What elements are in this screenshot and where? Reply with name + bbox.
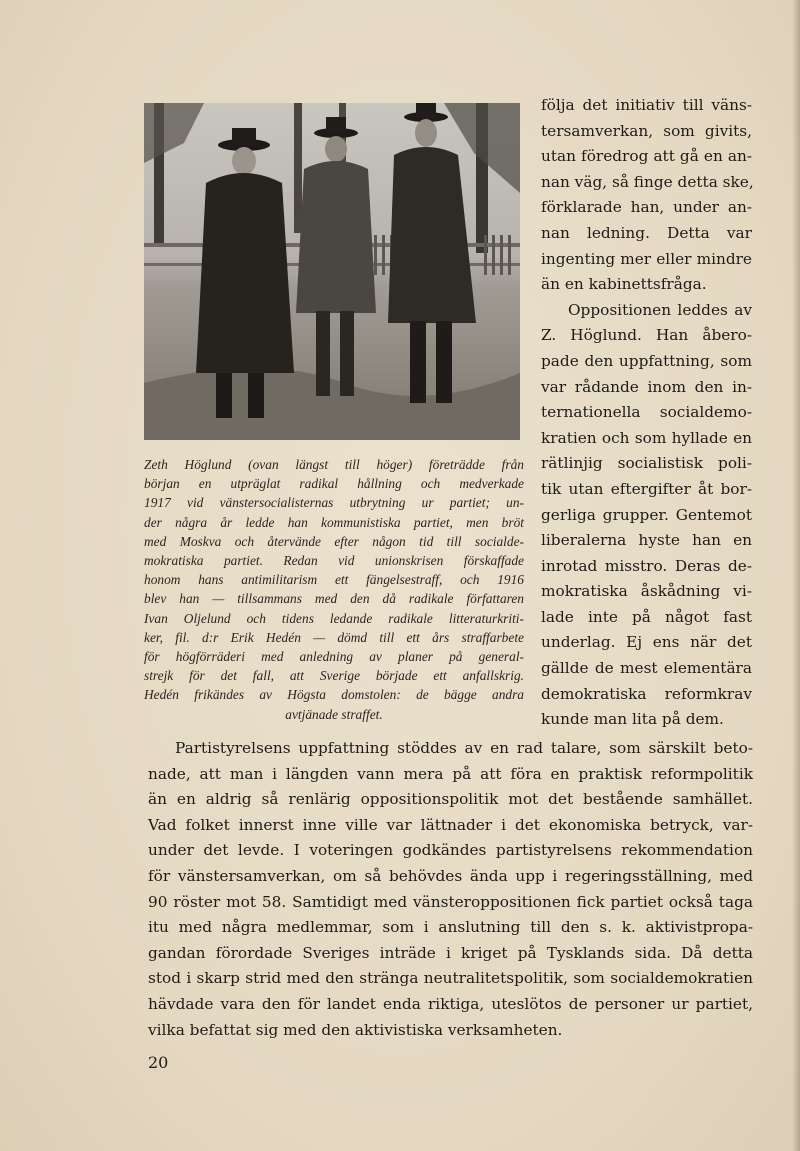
body-line: nan ledning. Detta var — [541, 223, 752, 242]
page-number: 20 — [148, 1053, 169, 1072]
body-line: itu med några medlemmar, som i anslutning till den s. k. aktivistpropa- — [148, 918, 753, 937]
body-line: Oppositionen leddes av — [568, 300, 752, 319]
body-line: än en kabinettsfråga. — [541, 275, 707, 294]
page-edge-shadow — [792, 0, 800, 1151]
body-line: förklarade han, under an- — [541, 198, 752, 217]
body-line: lade inte på något fast — [541, 607, 752, 626]
body-line: rätlinjig socialistisk poli- — [541, 454, 752, 473]
caption-line: ker, fil. d:r Erik Hedén — dömd till ett års straffarbete — [144, 629, 524, 645]
body-line: underlag. Ej ens när det — [541, 633, 752, 652]
caption-line: blev han — tillsammans med den då radikale författaren — [144, 591, 524, 607]
body-line: gällde de mest elementära — [541, 659, 752, 678]
body-line: följa det initiativ till väns- — [541, 96, 752, 114]
body-line: nade, att man i längden vann mera på att föra en praktisk reformpolitik — [148, 764, 753, 783]
body-line: Vad folket innerst inne ville var lättnader i det ekonomiska betryck, var- — [148, 815, 753, 834]
body-line: gerliga grupper. Gentemot — [541, 505, 752, 524]
right-column-text — [541, 93, 752, 733]
caption-line: honom hans antimilitarism ett fängelsestraff, och 1916 — [144, 572, 524, 588]
body-line: pade den uppfattning, som — [541, 351, 752, 370]
body-line: utan föredrog att gå en an- — [541, 147, 752, 166]
photo-caption — [144, 455, 524, 724]
body-line: mokratiska åskådning vi- — [541, 582, 752, 601]
body-line: för vänstersamverkan, om så behövdes ända upp i regeringsställning, med — [148, 866, 753, 885]
body-line: stod i skarp strid med den stränga neutralitetspolitik, som socialdemokratien — [148, 969, 753, 988]
caption-line: för högförräderi med anledning av planer på general- — [144, 649, 524, 665]
body-line: ternationella socialdemo- — [541, 403, 752, 422]
body-line: vilka befattat sig med den aktivistiska verksamheten. — [148, 1020, 563, 1039]
body-line: nan väg, så finge detta ske, — [541, 172, 754, 191]
caption-line: början en utpräglat radikal hållning och medverkade — [144, 476, 524, 492]
body-line: Z. Höglund. Han åbero- — [541, 326, 752, 345]
caption-line: strejk för det fall, att Sverige började ett anfallskrig. — [144, 668, 524, 684]
photograph-icon — [144, 103, 520, 440]
body-line: ingenting mer eller mindre — [541, 249, 752, 268]
body-line: var rådande inom den in- — [541, 377, 752, 396]
body-line: hävdade vara den för landet enda riktiga, uteslötos de personer ur partiet, — [148, 994, 753, 1013]
body-line: kunde man lita på dem. — [541, 710, 724, 729]
body-line: tersamverkan, som givits, — [541, 121, 752, 140]
body-line: under det levde. I voteringen godkändes partistyrelsens rekommendation — [148, 841, 753, 860]
caption-line: med Moskva och återvände efter någon tid till socialde- — [144, 533, 524, 549]
caption-line: mokratiska partiet. Redan vid unionskrisen förskaffade — [144, 553, 524, 569]
body-line: 90 röster mot 58. Samtidigt med vänsteroppositionen fick partiet också taga — [148, 892, 753, 911]
body-line: inrotad misstro. Deras de- — [541, 556, 752, 575]
caption-line: 1917 vid vänstersocialisternas utbrytning ur partiet; un- — [144, 495, 524, 511]
body-line: gandan förordade Sveriges inträde i kriget på Tysklands sida. Då detta — [148, 943, 753, 962]
body-line: liberalerna hyste han en — [541, 531, 752, 550]
body-line: tik utan eftergifter åt bor- — [541, 479, 752, 498]
caption-line: avtjänade straffet. — [285, 706, 383, 722]
body-line: än en aldrig så renlärig oppositionspolitik mot det bestående samhället. — [148, 790, 753, 809]
portrait-photograph — [144, 103, 520, 440]
body-line: kratien och som hyllade en — [541, 428, 752, 447]
caption-line: Ivan Oljelund och tidens ledande radikale litteraturkriti- — [144, 610, 524, 626]
caption-line: Hedén frikändes av Högsta domstolen: de bägge andra — [144, 687, 524, 703]
caption-line: der några år ledde han kommunistiska partiet, men bröt — [144, 514, 524, 530]
full-width-text — [148, 736, 753, 1043]
caption-line: Zeth Höglund (ovan längst till höger) företrädde från — [144, 457, 524, 472]
body-line: Partistyrelsens uppfattning stöddes av en rad talare, som särskilt beto- — [175, 739, 753, 757]
body-line: demokratiska reformkrav — [541, 684, 752, 703]
